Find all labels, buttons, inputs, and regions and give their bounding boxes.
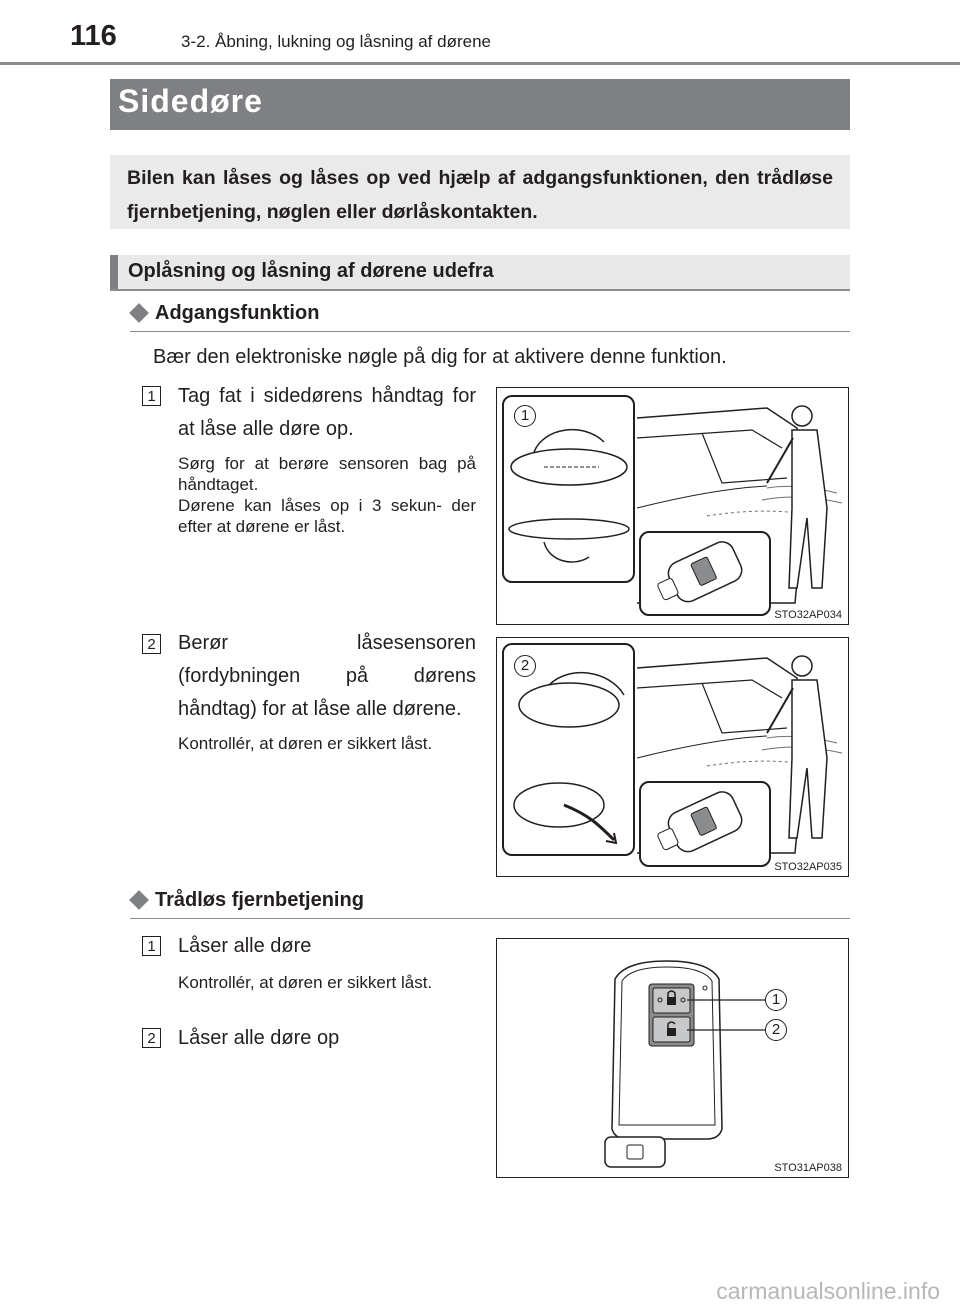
diamond-bullet-icon [129, 303, 149, 323]
step-note: Kontrollér, at døren er sikkert låst. [178, 734, 433, 753]
smart-key-icon [641, 533, 769, 615]
subheading-remote: Trådløs fjernbetjening [155, 889, 364, 911]
step-text: Tag fat i sidedørens håndtag for at låse alle døre op. [178, 385, 476, 440]
page-number: 116 [70, 20, 117, 52]
subheading-access: Adgangsfunktion [155, 302, 320, 324]
handle-inset [502, 395, 635, 583]
callout-number: 2 [765, 1019, 787, 1041]
section-heading [110, 255, 850, 291]
intro-text: Bilen kan låses og låses op ved hjælp af adgangsfunktionen, den trådløse fjernbetjening, nøglen eller dørlåskontakten. [127, 167, 833, 223]
figure-access-unlock [496, 387, 849, 625]
figure-code: STO32AP034 [774, 609, 842, 621]
figure-code: STO32AP035 [774, 861, 842, 873]
remote-key-illustration [497, 939, 847, 1176]
step-number-box: 2 [142, 634, 161, 654]
step-note-line: Sørg for at berøre sensoren bag på håndtaget. [178, 454, 476, 494]
intro-box [110, 155, 850, 229]
step-text: Låser alle døre [178, 935, 312, 957]
title-bar [110, 79, 850, 130]
step-number-box: 2 [142, 1028, 161, 1048]
access-lead-text: Bær den elektroniske nøgle på dig for at aktivere denne funktion. [153, 346, 727, 368]
page-title: Sidedøre [118, 83, 263, 119]
figure-code: STO31AP038 [774, 1162, 842, 1174]
step-note [178, 453, 476, 537]
step-note: Kontrollér, at døren er sikkert låst. [178, 973, 433, 992]
running-head: 3-2. Åbning, lukning og låsning af dørene [181, 32, 491, 51]
figure-remote [496, 938, 849, 1178]
step-number-box: 1 [142, 386, 161, 406]
subheading-rule [130, 918, 850, 919]
step-note-line: Dørene kan låses op i 3 sekun- der efter at dørene er låst. [178, 496, 476, 536]
header-rule [0, 62, 960, 65]
step-number-box: 1 [142, 936, 161, 956]
step-text: Låser alle døre op [178, 1027, 340, 1049]
step-text: Berør låsesensoren (fordybningen på dørens håndtag) for at låse alle dørene. [178, 632, 476, 720]
callout-number: 1 [514, 405, 536, 427]
smart-key-icon [641, 783, 769, 865]
key-inset [639, 781, 771, 867]
key-inset [639, 531, 771, 616]
figure-access-lock [496, 637, 849, 877]
callout-number: 1 [765, 989, 787, 1011]
subheading-rule [130, 331, 850, 332]
section-marker [110, 255, 118, 289]
handle-inset [502, 643, 635, 856]
callout-number: 2 [514, 655, 536, 677]
watermark: carmanualsonline.info [716, 1278, 940, 1304]
diamond-bullet-icon [129, 890, 149, 910]
section-heading-text: Oplåsning og låsning af dørene udefra [128, 260, 494, 282]
